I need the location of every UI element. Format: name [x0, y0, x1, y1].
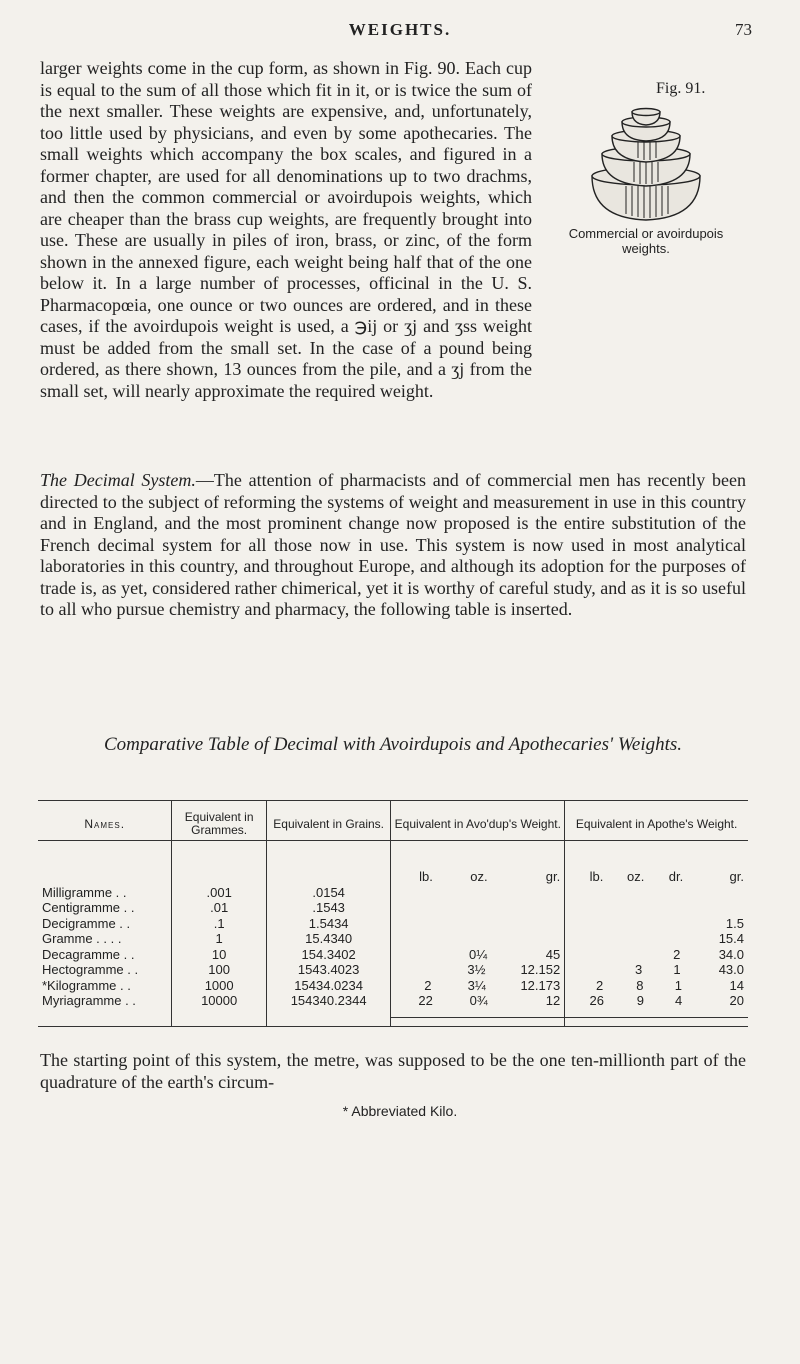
unit-name: Gramme . . . .	[42, 931, 122, 946]
unit-name: *Kilogramme . .	[42, 977, 131, 993]
paragraph-metre	[40, 1050, 746, 1093]
grammes-value: 100	[172, 962, 267, 978]
units-row	[38, 841, 748, 885]
page-number: 73	[735, 20, 752, 39]
avo-value-cell: 0¼	[468, 946, 488, 962]
apo-value-cell	[607, 916, 647, 932]
apo-value-cell	[565, 962, 606, 978]
apo-value-cell: 4	[648, 993, 686, 1017]
apo-value-cell	[606, 947, 645, 963]
grammes-value: .01	[172, 900, 267, 916]
apo-value-cell	[647, 916, 685, 932]
apo-value-cell: 43.0	[718, 962, 744, 977]
table-row	[38, 900, 748, 916]
unit-name: Decigramme . .	[42, 915, 131, 931]
grains-value: .0154	[266, 885, 390, 901]
avoirdupois-weights-illustration	[586, 106, 706, 226]
table-header-row	[38, 801, 748, 841]
apo-value-cell	[565, 947, 606, 963]
apo-value-cell: 3	[635, 962, 643, 977]
grammes-value: 10000	[172, 993, 267, 1026]
table-row	[38, 978, 748, 994]
paragraph-text: The starting point of this system, the metre, was supposed to be the one ten-millionth part of the quadrature of the earth's circum-	[40, 1050, 746, 1092]
paragraph-text: larger weights come in the cup form, as shown in Fig. 90. Each cup is equal to the sum of all those which fit in it, or is twice the sum of the next smaller. These weights are expensive, and, unfortunately, too little used by physicians, and even by some apothecaries. The small weights which accompany the box scales, and figured in a former chapter, are used for all denominations up to two drachms, and then the common commercial or avoirdupois weights, which are cheaper than the brass cup weights, are frequently brought into use. These are usually in piles of iron, brass, or zinc, of the form shown in the annexed figure, each weight being half that of the one below it. In a large number of processes, officinal in the U. S. Pharmacopœia, one ounce or two ounces are ordered, and in these cases, if the avoirdupois weight is used, a ℈ij or ʒj and ʒss weight must be added from the small set. In the case of a pound being ordered, as there shown, 13 ounces from the pile, and a ʒj from the small set, will nearly approximate the required weight.	[40, 58, 532, 401]
table-title: Comparative Table of Decimal with Avoirdupois and Apothecaries' Weights.	[103, 734, 683, 755]
apo-value-cell: 2	[673, 946, 681, 962]
apo-unit-cell: gr.	[729, 869, 744, 884]
figure-label: Fig. 91.	[656, 80, 706, 97]
apo-value-cell: 34.0	[718, 946, 744, 962]
grammes-value: 10	[172, 947, 267, 963]
grammes-value: 1000	[172, 978, 267, 994]
table-row	[38, 916, 748, 932]
avo-value-cell: 45	[545, 946, 561, 962]
apo-unit-cell: lb.	[589, 869, 604, 884]
avo-value-cell: 2	[424, 977, 432, 993]
paragraph-decimal-system	[40, 470, 746, 621]
apo-value-cell: 1	[674, 977, 682, 993]
apo-value-cell: 15.4	[718, 931, 744, 946]
apo-value-cell: 9	[608, 993, 648, 1017]
apo-value-cell: 1.5	[725, 915, 744, 931]
unit-name: Centigramme . .	[42, 900, 135, 915]
section-heading: The Decimal System.	[40, 470, 196, 490]
avo-value-cell	[391, 962, 435, 978]
paragraph-cup-weights	[40, 58, 746, 402]
apo-value-cell	[646, 931, 684, 947]
apo-unit-cell: oz.	[627, 869, 645, 884]
avo-unit-cell: oz.	[470, 869, 488, 884]
grains-value: 154.3402	[266, 947, 390, 963]
table-row	[38, 947, 748, 963]
grammes-value: 1	[172, 931, 267, 947]
apo-unit-cell: dr.	[668, 869, 684, 884]
avo-value-cell: 0¾	[437, 993, 492, 1017]
figure-91	[546, 78, 746, 388]
header-avoirdupois: Equivalent in Avo'dup's Weight.	[391, 801, 565, 841]
header-grammes: Equivalent in Grammes.	[172, 801, 267, 841]
avo-value-cell: 12.152	[520, 962, 561, 977]
header-names: Names.	[38, 801, 172, 841]
table-row	[38, 931, 748, 947]
apo-value-cell	[565, 931, 606, 947]
comparative-weights-table	[38, 800, 748, 1027]
apo-value-cell: 14	[729, 977, 744, 993]
grains-value: 154340.2344	[266, 993, 390, 1026]
running-title: WEIGHTS.	[348, 20, 452, 39]
figure-caption: Commercial or avoirdupois weights.	[568, 225, 724, 256]
avo-value-cell: 12.173	[520, 977, 561, 993]
avo-value-cell	[391, 947, 435, 963]
table-row	[38, 885, 748, 901]
grains-value: .1543	[266, 900, 390, 916]
paragraph-text: —The attention of pharmacists and of commercial men has recently been directed to the subject of reforming the systems of weight and measurement in use in this country and in England, and the most prominent change now proposed is the entire substitution of the French decimal system for all those now in use. This system is now used in most analytical laboratories in this country, and throughout Europe, and although its adoption for the purposes of trade is, as yet, considered rather chimerical, yet it is worthy of careful study, and as it is so useful to all who pursue chemistry and pharmacy, the following table is inserted.	[40, 470, 746, 619]
header-grains: Equivalent in Grains.	[266, 801, 390, 841]
footnote: * Abbreviated Kilo.	[342, 1103, 458, 1119]
grammes-value: .1	[172, 916, 267, 932]
grains-value: 15434.0234	[266, 978, 390, 994]
avo-value-cell: 3½	[467, 962, 486, 977]
avo-unit-cell: lb.	[419, 869, 433, 884]
apo-value-cell	[607, 931, 647, 947]
apo-value-cell: 26	[565, 993, 608, 1017]
avo-value-cell: 22	[391, 993, 436, 1017]
grains-value: 1.5434	[266, 916, 390, 932]
table-body	[38, 841, 748, 1027]
page-header	[0, 20, 800, 48]
avo-unit-cell: gr.	[545, 869, 561, 884]
unit-name: Milligramme . .	[42, 884, 127, 900]
grains-value: 1543.4023	[266, 962, 390, 978]
avo-value-cell: 12	[492, 993, 565, 1017]
header-apothecaries: Equivalent in Apothe's Weight.	[565, 801, 748, 841]
grains-value: 15.4340	[266, 931, 390, 947]
apo-value-cell: 1	[673, 962, 681, 977]
table-row	[38, 962, 748, 978]
unit-name: Hectogramme . .	[42, 962, 139, 977]
unit-name: Myriagramme . .	[38, 993, 172, 1026]
unit-name: Decagramme . .	[42, 946, 135, 962]
grammes-value: .001	[172, 885, 267, 901]
apo-value-cell	[565, 916, 607, 932]
apo-value-cell: 20	[686, 993, 748, 1017]
table-row	[38, 993, 748, 1026]
avo-value-cell: 3¼	[467, 977, 486, 993]
apo-value-cell: 2	[595, 977, 604, 993]
apo-value-cell: 8	[636, 977, 644, 993]
